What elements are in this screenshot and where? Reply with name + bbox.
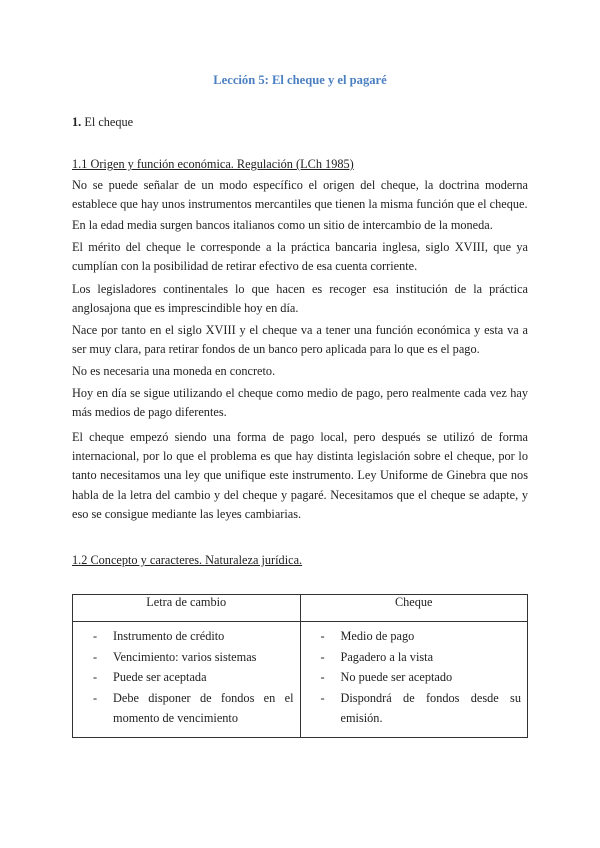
table-row [73, 622, 528, 738]
section-heading [72, 115, 133, 130]
table-header-row [73, 595, 528, 622]
list-item: - Dispondrá de fondos desde su emisión. [307, 688, 522, 729]
lesson-title: Lección 5: El cheque y el pagaré [213, 73, 387, 87]
list-item: - Instrumento de crédito [79, 626, 294, 647]
letra-list [79, 626, 294, 729]
table-cell-cheque [300, 622, 528, 738]
subsection-heading-origin: 1.1 Origen y función económica. Regulación (LCh 1985) [72, 157, 354, 171]
list-item: - Pagadero a la vista [307, 647, 522, 668]
paragraph: Nace por tanto en el siglo XVIII y el cheque va a tener una función económica y esta va a ser muy clara, para retirar fondos de un banco pero aplicada para lo que es el pago. [72, 323, 528, 357]
column-header-cheque: Cheque [300, 595, 528, 622]
list-item: - No puede ser aceptado [307, 667, 522, 688]
paragraph: No es necesaria una moneda en concreto. [72, 364, 276, 378]
table-cell-letra [73, 622, 301, 738]
section-label: El cheque [84, 115, 134, 129]
cheque-list [307, 626, 522, 729]
paragraph: En la edad media surgen bancos italianos como un sitio de intercambio de la moneda. [72, 218, 493, 232]
paragraph: El mérito del cheque le corresponde a la práctica bancaria inglesa, siglo XVIII, que ya cumplían con la posibilidad de retirar efectivo de esa cuenta corriente. [72, 240, 528, 274]
section-number: 1. [72, 115, 82, 129]
list-item: - Debe disponer de fondos en el momento de vencimiento [79, 688, 294, 729]
list-item: - Vencimiento: varios sistemas [79, 647, 294, 668]
list-item: - Medio de pago [307, 626, 522, 647]
list-item: - Puede ser aceptada [79, 667, 294, 688]
paragraph: Hoy en día se sigue utilizando el cheque como medio de pago, pero realmente cada vez hay más medios de pago diferentes. [72, 386, 528, 420]
comparison-table [72, 594, 528, 738]
subsection-heading-concept: 1.2 Concepto y caracteres. Naturaleza jurídica. [72, 553, 303, 567]
paragraph: No se puede señalar de un modo específico el origen del cheque, la doctrina moderna establece que hay unos instrumentos mercantiles que tienen la misma función que el cheque. [72, 178, 528, 212]
paragraph: Los legisladores continentales lo que hacen es recoger esa institución de la práctica anglosajona que es imprescindible hoy en día. [72, 282, 528, 316]
column-header-letra: Letra de cambio [73, 595, 301, 622]
paragraph: El cheque empezó siendo una forma de pago local, pero después se utilizó de forma internacional, por lo que el problema es que hay distinta legislación sobre el cheque, por lo tanto necesitamos una ley que unifique este instrumento. Ley Uniforme de Ginebra que nos habla de la letra del cambio y del cheque y pagaré. Necesitamos que el cheque se adapte, y eso se consigue mediante las leyes cambiarias. [72, 430, 528, 521]
